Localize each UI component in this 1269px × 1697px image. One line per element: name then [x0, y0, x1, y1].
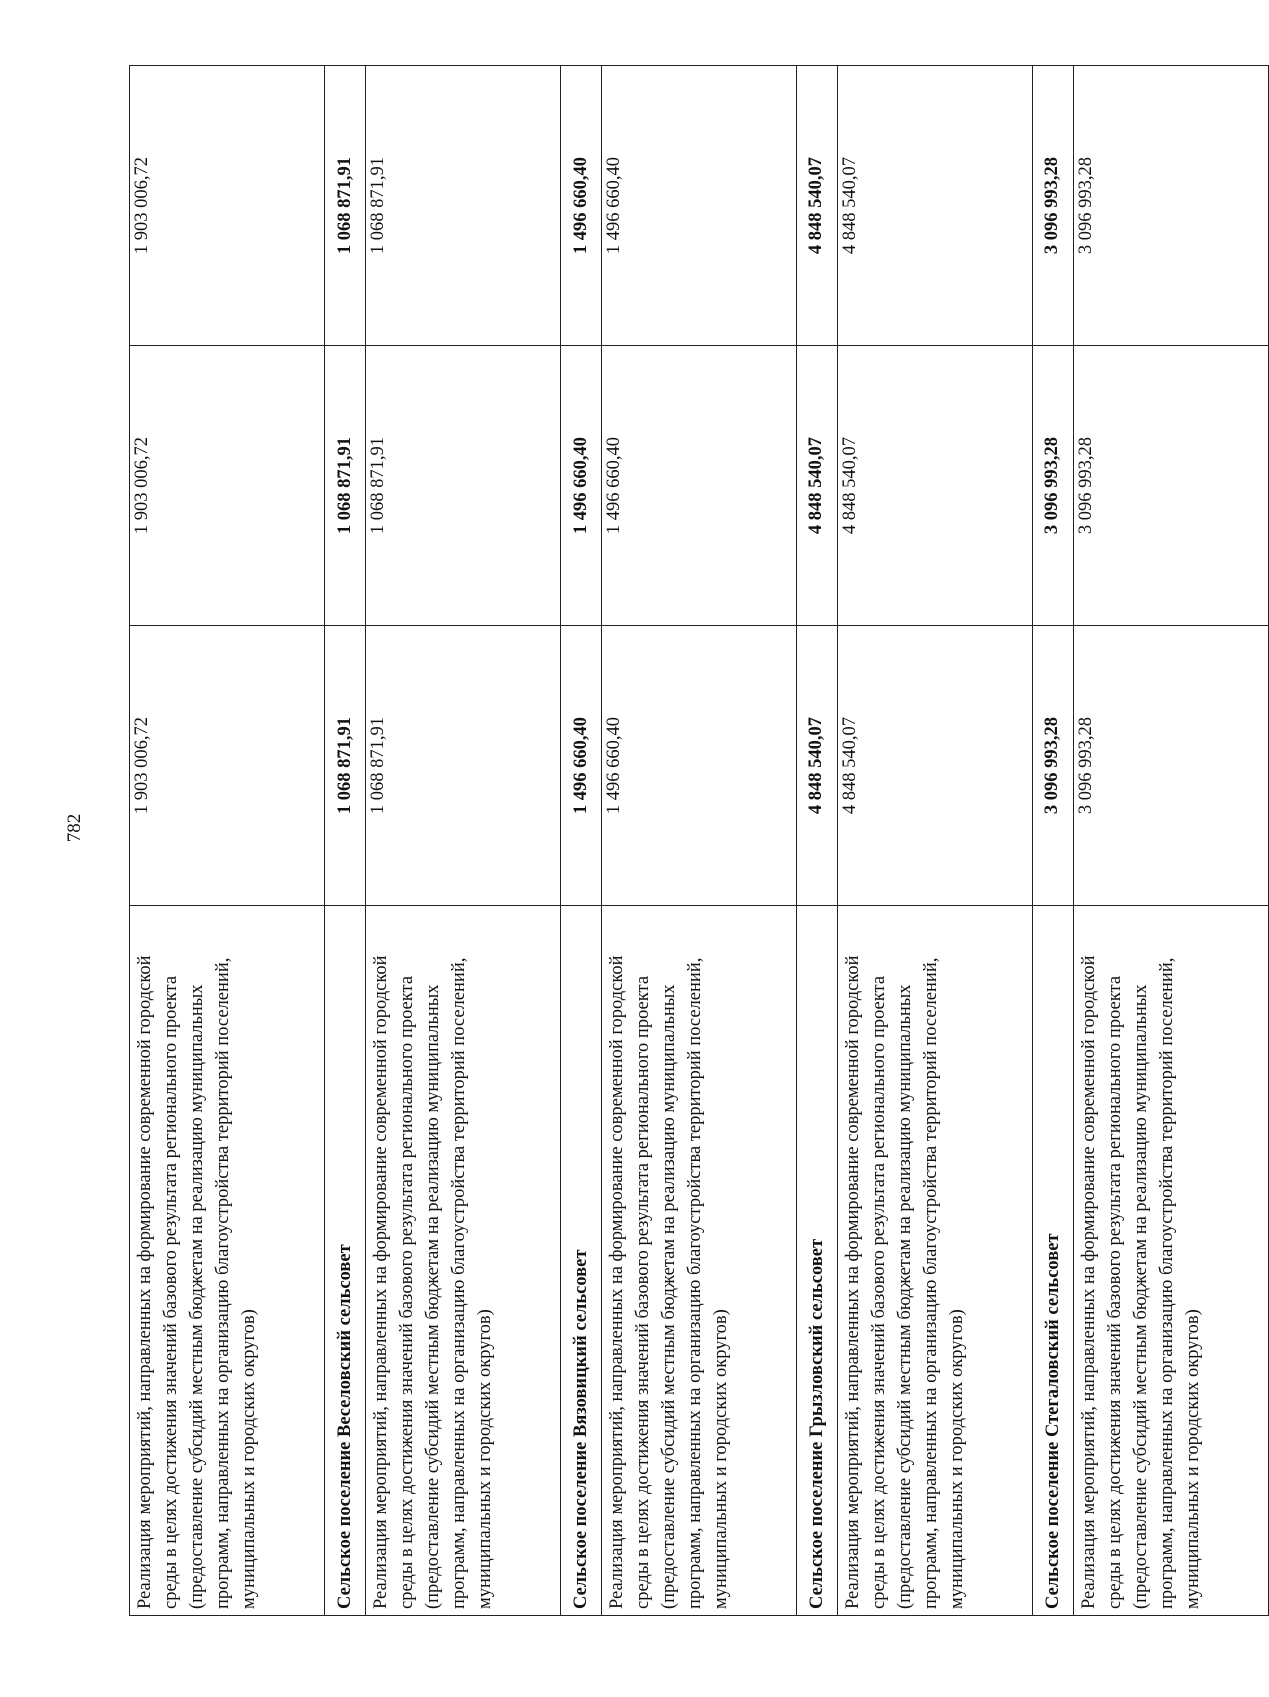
- row-value-2: 1 068 871,91: [365, 346, 560, 626]
- section-value-1: 3 096 993,28: [1033, 626, 1074, 906]
- table-row: [837, 66, 1032, 1616]
- row-description: Реализация мероприятий, направленных на формирование современной городской среды в целях достижения значений базового результата регионального проекта (предоставление субсидий местным бюджетам на реализацию муниципальных программ, направленных на организацию благоустройства территорий поселений, муниципальных и городских округов): [365, 906, 560, 1616]
- section-value-2: 4 848 540,07: [797, 346, 838, 626]
- section-value-1: 1 496 660,40: [561, 626, 602, 906]
- section-value-3: 3 096 993,28: [1033, 66, 1074, 346]
- section-value-3: 1 068 871,91: [325, 66, 366, 346]
- row-description: Реализация мероприятий, направленных на формирование современной городской среды в целях достижения значений базового результата регионального проекта (предоставление субсидий местным бюджетам на реализацию муниципальных программ, направленных на организацию благоустройства территорий поселений, муниципальных и городских округов): [837, 906, 1032, 1616]
- table-row-section: [561, 66, 602, 1616]
- table-row: [1073, 66, 1268, 1616]
- budget-table-container: [129, 66, 1269, 1616]
- row-value-3: 1 068 871,91: [365, 66, 560, 346]
- row-value-2: 1 903 006,72: [130, 346, 325, 626]
- table-row-section: [1033, 66, 1074, 1616]
- table-row: [601, 66, 796, 1616]
- rotated-table-frame: [129, 66, 1269, 1616]
- row-value-1: 1 068 871,91: [365, 626, 560, 906]
- row-value-1: 1 496 660,40: [601, 626, 796, 906]
- section-value-3: 4 848 540,07: [797, 66, 838, 346]
- row-value-3: 4 848 540,07: [837, 66, 1032, 346]
- section-value-2: 1 496 660,40: [561, 346, 602, 626]
- section-value-2: 1 068 871,91: [325, 346, 366, 626]
- page-number: 782: [64, 813, 85, 843]
- row-description: Реализация мероприятий, направленных на формирование современной городской среды в целях достижения значений базового результата регионального проекта (предоставление субсидий местным бюджетам на реализацию муниципальных программ, направленных на организацию благоустройства территорий поселений, муниципальных и городских округов): [130, 906, 325, 1616]
- row-value-2: 1 496 660,40: [601, 346, 796, 626]
- table-row-section: [325, 66, 366, 1616]
- row-description: Реализация мероприятий, направленных на формирование современной городской среды в целях достижения значений базового результата регионального проекта (предоставление субсидий местным бюджетам на реализацию муниципальных программ, направленных на организацию благоустройства территорий поселений, муниципальных и городских округов): [1073, 906, 1268, 1616]
- section-value-2: 3 096 993,28: [1033, 346, 1074, 626]
- budget-table: [129, 65, 1269, 1616]
- table-row: [365, 66, 560, 1616]
- row-value-3: 3 096 993,28: [1073, 66, 1268, 346]
- row-value-3: 1 496 660,40: [601, 66, 796, 346]
- table-row-section: [797, 66, 838, 1616]
- section-title: Сельское поселение Стегаловский сельсовет: [1033, 906, 1074, 1616]
- section-value-3: 1 496 660,40: [561, 66, 602, 346]
- section-value-1: 4 848 540,07: [797, 626, 838, 906]
- row-value-1: 1 903 006,72: [130, 626, 325, 906]
- row-value-1: 4 848 540,07: [837, 626, 1032, 906]
- row-value-1: 3 096 993,28: [1073, 626, 1268, 906]
- section-value-1: 1 068 871,91: [325, 626, 366, 906]
- row-value-2: 3 096 993,28: [1073, 346, 1268, 626]
- section-title: Сельское поселение Вязовицкий сельсовет: [561, 906, 602, 1616]
- table-row: [130, 66, 325, 1616]
- row-description: Реализация мероприятий, направленных на формирование современной городской среды в целях достижения значений базового результата регионального проекта (предоставление субсидий местным бюджетам на реализацию муниципальных программ, направленных на организацию благоустройства территорий поселений, муниципальных и городских округов): [601, 906, 796, 1616]
- section-title: Сельское поселение Грызловский сельсовет: [797, 906, 838, 1616]
- row-value-3: 1 903 006,72: [130, 66, 325, 346]
- row-value-2: 4 848 540,07: [837, 346, 1032, 626]
- section-title: Сельское поселение Веселовский сельсовет: [325, 906, 366, 1616]
